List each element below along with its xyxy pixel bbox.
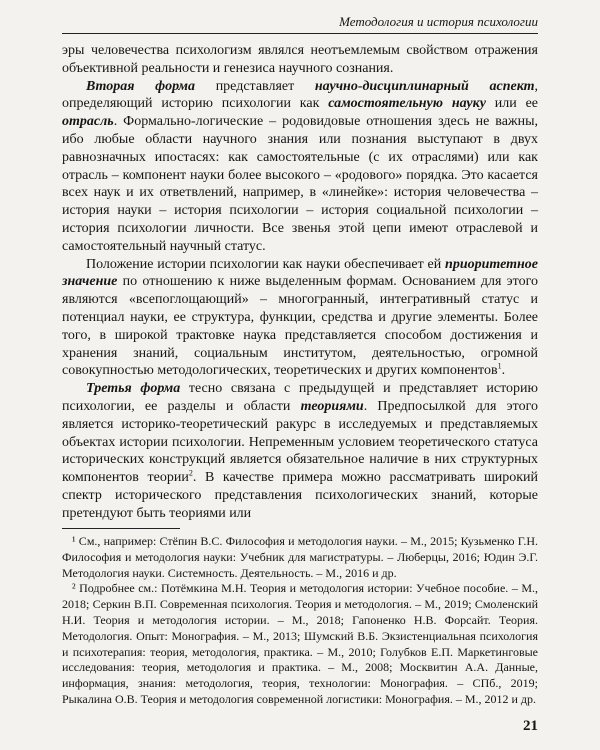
text-run: . В качестве примера можно рассматривать широкий спектр исторического представления психологических знаний, которые претендуют быть теориями или <box>62 470 539 521</box>
main-text <box>62 42 538 523</box>
paragraph-1: эры человечества психологизм являлся неотъемлемым свойством отражения объективной реальности и генезиса научного сознания. <box>62 43 538 76</box>
text-run: тесно связана с предыдущей и представляет историю психологии, ее разделы и области <box>62 381 538 414</box>
footnote-separator <box>62 528 180 529</box>
emphasis-independent-science: самостоятельную науку <box>328 96 486 112</box>
footnote-ref-1: 1 <box>497 361 502 371</box>
text-run: . Формально-логические – родовидовые отношения здесь не важны, ибо любые области научного знания или познания выступают в двух равнозначных ипостасях: как самостоятельные (с их отраслями) или как отрасль – компонент науки более высокого – «родового» порядка. Это касается всех наук и их ответвлений, например, в «линейке»: история человечества – история науки – история психологии – история социальной психологии – история психологии личности. Все звенья этой цепи имеют отраслевой и самостоятельный научный статус. <box>62 114 538 254</box>
footnote-ref-2: 2 <box>188 468 193 478</box>
paragraph-2 <box>62 78 538 256</box>
text-run: или ее <box>485 96 539 112</box>
text-run: . <box>501 363 506 379</box>
text-run: , определяющий историю психологии как <box>62 78 538 112</box>
emphasis-aspect: научно-дисциплинарный аспект <box>314 78 535 94</box>
text-run: Положение истории психологии как науки обеспечивает ей <box>86 256 446 272</box>
footnote-2: ² Подробнее см.: Потёмкина М.Н. Теория и методология истории: Учебное пособие. – М., 2018; Серкин В.П. Современная психология. Теория и методология. – М., 2019; Смоленский Н.И. Теория и методология истории. – М., 2018; Гапоненко Н.В. Форсайт. Теория. Методология. Опыт: Монография. – М., 2013; Шумский В.Б. Экзистенциальная психология и психотерапия: теория, методология, практика. – М., 2010; Голубков Е.П. Маркетинговые исследования: теория, методология и практика. – М., 2008; Москвитин А.А. Данные, информация, знания: методология, теория, технологии: Монография. – СПб., 2019; Рыкалина О.В. Теория и методология современной логистики: Монография. – М., 2012 и др. <box>62 581 538 706</box>
text-run: . Предпосылкой для этого является историко-теоретический ракурс в исследуемых и представляемых объектах истории психологии. Непременным условием теоретического статуса исторических конструкций является обязательное наличие в них структурных компонентов теории <box>62 398 538 486</box>
running-title: Методология и история психологии <box>339 14 538 29</box>
paragraph-3 <box>62 256 538 381</box>
paragraph-4 <box>62 380 538 522</box>
emphasis-theories: теориями <box>300 398 364 414</box>
footnotes <box>62 534 538 708</box>
text-run: представляет <box>195 78 315 94</box>
third-form-lead: Третья форма <box>86 381 181 397</box>
page-number: 21 <box>523 718 538 734</box>
emphasis-branch: отрасль <box>62 114 114 130</box>
emphasis-priority: приоритетное значение <box>62 256 538 290</box>
second-form-lead: Вторая форма <box>86 78 196 94</box>
footnote-1: ¹ См., например: Стёпин В.С. Философия и методология науки. – М., 2015; Кузьменко Г.Н. Философия и методология науки: Учебник для магистратуры. – Люберцы, 2016; Юдин Э.Г. Методология науки. Системность. Деятельность. – М., 2016 и др. <box>62 534 538 580</box>
running-header <box>62 13 538 34</box>
text-run: по отношению к ниже выделенным формам. Основанием для этого являются «всепоглощающий» – многогранный, интегративный статус и потенциал науки, ее структура, функции, средства и другие элементы. Более того, в широкой трактовке наука представляется способом достижения и хранения знаний, социальным институтом, деятельностью, огромной совокупностью методологических, теоретических и других компонентов <box>62 274 538 379</box>
